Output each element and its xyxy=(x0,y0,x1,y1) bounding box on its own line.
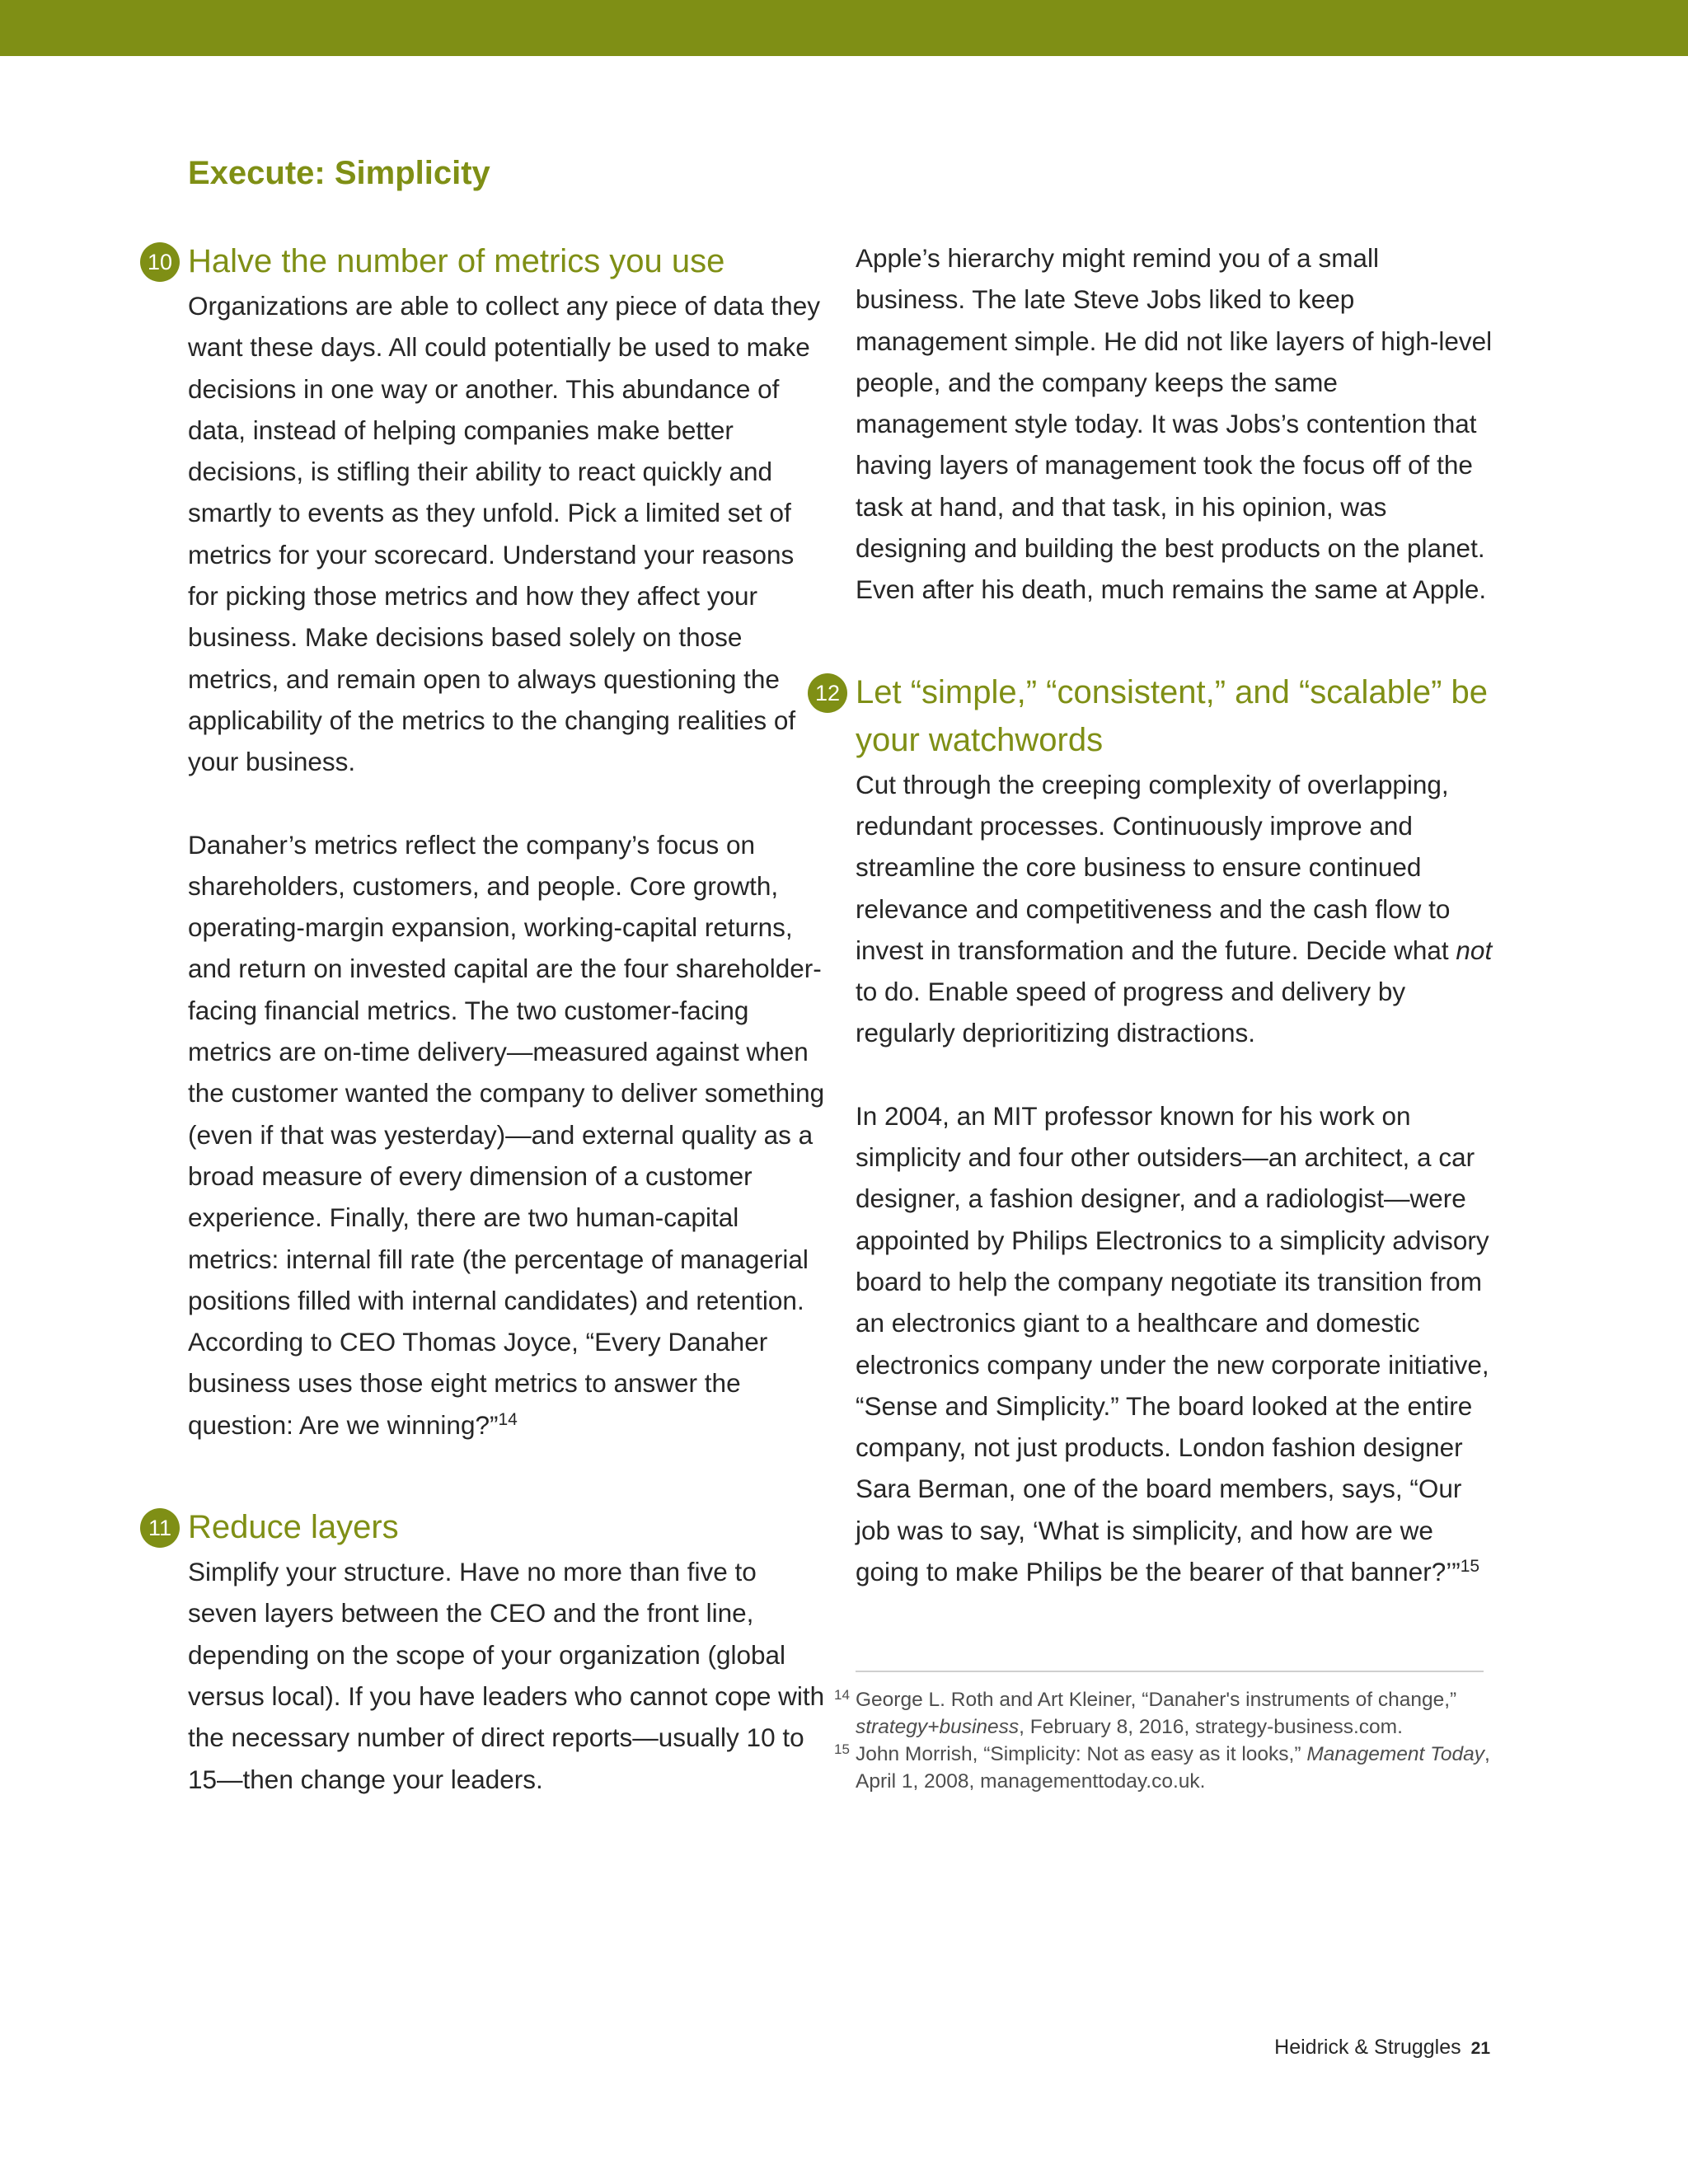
item-12-heading xyxy=(814,668,1494,764)
footnote-15 xyxy=(834,1741,1490,1795)
footnote-ref-14: 14 xyxy=(498,1409,518,1429)
footnotes xyxy=(834,1686,1490,1795)
footnote-15-text-a: John Morrish, “Simplicity: Not as easy as it looks,” xyxy=(856,1743,1307,1765)
item-12-paragraph-2-text: In 2004, an MIT professor known for his work on simplicity and four other outsiders—an architect, a car designer, a fashion designer, and a radiologist—were appointed by Philips Electronics to a simplicity advisory board to help the company negotiate its transition from an electronics giant to a healthcare and domestic electronics company under the new corporate initiative, “Sense and Simplicity.” The board looked at the entire company, not just products. London fashion designer Sara Berman, one of the board members, says, “Our job was to say, ‘What is simplicity, and how are we going to make Philips be the bearer of that banner?’” xyxy=(856,1100,1489,1587)
right-column xyxy=(814,237,1494,1592)
footnote-15-number: 15 xyxy=(834,1741,850,1757)
item-10-heading xyxy=(147,237,827,285)
item-10-paragraph-2-text: Danaher’s metrics reflect the company’s focus on shareholders, customers, and people. Core growth, operating-margin expansion, working-capital returns, and return on invested capital are the four shareholder-facing financial metrics. The two customer-facing metrics are on-time delivery—measured against when the customer wanted the company to deliver something (even if that was yesterday)—and external quality as a broad measure of every dimension of a customer experience. Finally, there are two human-capital metrics: internal fill rate (the percentage of managerial positions filled with internal candidates) and retention. According to CEO Thomas Joyce, “Every Danaher business uses those eight metrics to answer the question: Are we winning?” xyxy=(188,829,825,1440)
item-10-number-badge: 10 xyxy=(140,242,180,282)
footnote-14-text-a: George L. Roth and Art Kleiner, “Danaher's instruments of change,” xyxy=(856,1689,1457,1711)
footnote-15-publication: Management Today xyxy=(1306,1743,1484,1765)
item-12-title: Let “simple,” “consistent,” and “scalable” be your watchwords xyxy=(856,673,1488,758)
item-11-continuation: Apple’s hierarchy might remind you of a small business. The late Steve Jobs liked to keep management simple. He did not like layers of high-level people, and the company keeps the same management style today. It was Jobs’s contention that having layers of management took the focus off of the task at hand, and that task, in his opinion, was designing and building the best products on the planet. Even after his death, much remains the same at Apple. xyxy=(856,243,1493,605)
item-10-paragraph-1: Organizations are able to collect any piece of data they want these days. All could potentially be used to make decisions in one way or another. This abundance of data, instead of helping companies make better decisions, is stifling their ability to react quickly and smartly to events as they unfold. Pick a limited set of metrics for your scorecard. Understand your reasons for picking those metrics and how they affect your business. Make decisions based solely on those metrics, and remain open to always questioning the applicability of the metrics to the changing realities of your business. xyxy=(188,291,820,777)
item-12-paragraph-1-emphasis: not xyxy=(1456,935,1493,965)
item-10-title: Halve the number of metrics you use xyxy=(188,243,725,279)
item-11-paragraph-1: Simplify your structure. Have no more than five to seven layers between the CEO and the front line, depending on the scope of your organization (global versus local). If you have leaders who cannot cope with the necessary number of direct reports—usually 10 to 15—then change your leaders. xyxy=(188,1557,825,1794)
item-12-paragraph-1-text-b: to do. Enable speed of progress and delivery by regularly deprioritizing distractions. xyxy=(856,977,1406,1048)
top-color-band xyxy=(0,0,1688,56)
footnote-14-number: 14 xyxy=(834,1687,850,1703)
page-footer xyxy=(1274,2036,1490,2060)
item-10-paragraph-2 xyxy=(188,824,827,1446)
item-12-paragraph-2 xyxy=(856,1095,1494,1593)
footnote-15-text-b: , April 1, 2008, managementtoday.co.uk. xyxy=(856,1743,1490,1793)
footnote-divider xyxy=(856,1671,1484,1672)
publisher-name: Heidrick & Struggles xyxy=(1274,2036,1461,2059)
item-12-paragraph-1 xyxy=(856,764,1494,1054)
item-11-number-badge: 11 xyxy=(140,1508,180,1548)
footnote-14-publication: strategy+business xyxy=(856,1716,1020,1738)
item-12-number-badge: 12 xyxy=(808,673,847,713)
item-11-heading xyxy=(148,1503,827,1551)
item-11-title: Reduce layers xyxy=(188,1509,399,1546)
footnote-14-text-b: , February 8, 2016, strategy-business.com. xyxy=(1019,1716,1403,1738)
left-column xyxy=(147,237,827,1800)
page-number: 21 xyxy=(1470,2039,1490,2058)
section-heading: Execute: Simplicity xyxy=(188,155,490,191)
footnote-14 xyxy=(834,1686,1490,1741)
footnote-ref-15: 15 xyxy=(1460,1557,1480,1577)
item-12-paragraph-1-text-a: Cut through the creeping complexity of overlapping, redundant processes. Continuously improve and streamline the core business to ensure continued relevance and competitiveness and the cash flow to invest in transformation and the future. Decide what xyxy=(856,769,1456,965)
